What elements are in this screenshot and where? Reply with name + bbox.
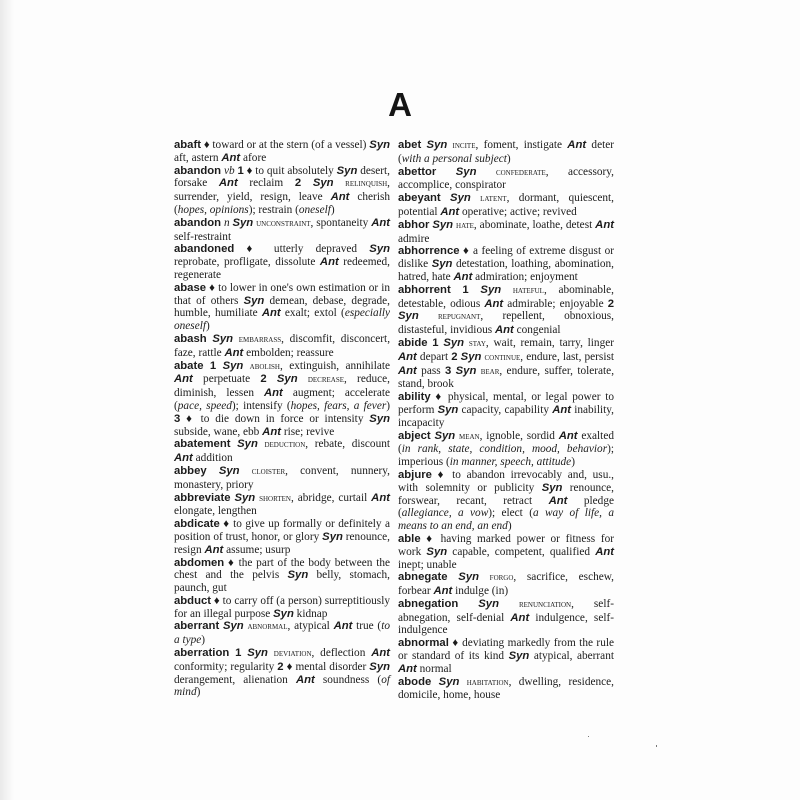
- dictionary-entry: [174, 243, 390, 281]
- entry-text: ♦ to abandon irrevocably and, usu., with solemnity or publicity: [398, 468, 614, 494]
- dictionary-entry: [174, 165, 390, 217]
- entry-text: , wait, remain, tarry, linger: [485, 336, 614, 349]
- cross-reference: relinquish: [345, 178, 388, 190]
- headword: 2: [294, 177, 302, 190]
- entry-text: self-restraint: [174, 230, 232, 243]
- entry-text: ): [386, 399, 390, 412]
- entry-text: operative; active; revived: [459, 205, 577, 218]
- entry-text: [469, 284, 481, 296]
- headword: abhorrent: [398, 283, 451, 296]
- italic-gloss: vb: [223, 164, 235, 177]
- usage-label: Ant: [371, 647, 391, 660]
- dictionary-entry: [398, 676, 614, 703]
- entry-text: augment; accelerate (: [174, 387, 390, 412]
- headword: abeyant: [398, 192, 441, 205]
- entry-text: ♦ to carry off (a person) surreptitiously for an illegal purpose: [174, 594, 390, 620]
- dictionary-entry: [398, 166, 614, 193]
- italic-gloss: in rank, state, condition, mood, behavior: [401, 443, 608, 456]
- entry-text: ♦ to give up formally or definitely a position of trust, honor, or glory: [174, 518, 390, 543]
- dictionary-entry: [398, 571, 614, 598]
- usage-label: Syn: [247, 647, 268, 660]
- cross-reference: unconstraint: [256, 217, 311, 229]
- entry-text: , dormant, quiescent, potential: [398, 192, 615, 218]
- dictionary-entry: [174, 465, 390, 492]
- entry-text: detestation, loathing, abomination, hatred, hate: [398, 258, 614, 283]
- dictionary-entry: [174, 360, 390, 439]
- entry-text: inability, incapacity: [398, 403, 614, 429]
- entry-text: perpetuate: [192, 373, 261, 386]
- page-mark: [656, 745, 657, 747]
- usage-label: Syn: [480, 283, 502, 296]
- entry-text: , discomfit, disconcert, faze, rattle: [174, 332, 391, 359]
- entry-text: ♦ to quit absolutely: [243, 164, 337, 177]
- usage-label: Ant: [204, 543, 224, 556]
- entry-text: [459, 676, 466, 688]
- entry-text: [298, 373, 308, 385]
- headword: abase: [174, 281, 207, 294]
- dictionary-entry: [174, 282, 390, 333]
- cross-reference: abnormal: [247, 621, 288, 633]
- usage-label: Syn: [336, 164, 358, 177]
- usage-label: Ant: [174, 373, 193, 386]
- entry-text: , rebate, discount: [305, 438, 391, 451]
- entry-text: , abominable, detestable, odious: [398, 283, 614, 310]
- entry-text: derangement, alienation: [174, 673, 296, 686]
- entry-text: capable, competent, qualified: [447, 545, 596, 558]
- italic-gloss: allegiance, a vow: [401, 507, 489, 520]
- entry-text: ); elect (: [488, 507, 533, 520]
- usage-label: Ant: [218, 177, 238, 190]
- dictionary-entry: [398, 139, 614, 166]
- entry-text: , endure, suffer, tolerate, stand, brook: [398, 364, 615, 391]
- headword: 1: [237, 164, 244, 177]
- entry-text: [448, 571, 459, 583]
- entry-text: [436, 166, 455, 178]
- entry-text: soundness (: [314, 673, 382, 686]
- usage-label: Syn: [273, 607, 294, 620]
- entry-text: ): [201, 634, 206, 647]
- entry-text: assume; usurp: [223, 543, 291, 556]
- page-speck: [588, 736, 589, 737]
- entry-text: ): [330, 203, 335, 216]
- entry-text: conformity; regularity: [174, 660, 278, 673]
- cross-reference: renunciation: [518, 598, 572, 610]
- usage-label: Syn: [237, 438, 258, 451]
- usage-label: Ant: [371, 216, 391, 229]
- entry-text: ): [507, 520, 512, 533]
- usage-label: Syn: [369, 412, 390, 425]
- headword: abate: [174, 359, 204, 372]
- italic-gloss: n: [223, 216, 230, 229]
- entry-text: normal: [416, 662, 452, 675]
- headword: abdicate: [174, 518, 220, 531]
- entry-text: ♦ to lower in one's own estimation or in that of others: [174, 281, 390, 307]
- headword: abduct: [174, 594, 212, 607]
- usage-label: Ant: [398, 350, 417, 363]
- entry-text: ♦ toward or at the stern (of a vessel): [201, 139, 370, 151]
- entry-text: renounce, resign: [174, 530, 391, 556]
- entry-text: , convent, nunnery, monastery, priory: [174, 464, 391, 491]
- headword: abjure: [398, 468, 432, 481]
- entry-text: [431, 676, 438, 688]
- usage-label: Syn: [437, 403, 459, 416]
- dictionary-entry: [398, 245, 614, 283]
- headword: abnegate: [398, 571, 448, 584]
- entry-text: subside, wane, ebb: [174, 425, 263, 438]
- usage-label: Syn: [426, 139, 448, 151]
- entry-text: exalt; extol (: [280, 307, 345, 320]
- dictionary-entry: [398, 430, 614, 469]
- entry-text: , reduce, diminish, lessen: [174, 373, 390, 400]
- usage-label: Syn: [443, 336, 465, 349]
- entry-text: ): [506, 152, 511, 165]
- entry-text: ): [206, 320, 210, 333]
- headword: abaft: [174, 139, 201, 151]
- italic-gloss: oneself: [298, 203, 331, 216]
- cross-reference: habitation: [466, 676, 509, 688]
- usage-label: Syn: [455, 364, 477, 377]
- usage-label: Ant: [595, 545, 615, 558]
- usage-label: Syn: [434, 429, 456, 442]
- entry-text: , ignoble, sordid: [479, 429, 559, 442]
- headword: abandon: [174, 216, 222, 229]
- dictionary-entry: [174, 492, 390, 519]
- headword: 2: [260, 373, 267, 386]
- cross-reference: hateful: [512, 284, 544, 296]
- entry-text: ); restrain (: [248, 203, 299, 216]
- usage-label: Syn: [398, 310, 419, 323]
- usage-label: Ant: [552, 403, 572, 416]
- entry-text: , endure, last, persist: [520, 350, 614, 363]
- cross-reference: hate: [456, 219, 474, 231]
- entry-text: , abominate, loathe, detest: [473, 218, 596, 231]
- entry-text: deter (: [398, 139, 614, 165]
- headword: 3: [174, 412, 181, 425]
- headword: abbey: [174, 464, 207, 477]
- usage-label: Syn: [450, 192, 471, 205]
- dictionary-entry: [398, 192, 614, 219]
- headword: able: [398, 532, 421, 545]
- entry-text: ♦ the part of the body between the chest and the pelvis: [174, 556, 390, 582]
- entry-text: [207, 465, 219, 477]
- entry-text: , sacrifice, eschew, forbear: [398, 571, 614, 598]
- italic-gloss: hopes, opinions: [177, 203, 249, 216]
- dictionary-entry: [398, 637, 614, 675]
- headword: 2: [607, 297, 614, 310]
- usage-label: Syn: [369, 243, 390, 256]
- entry-text: ♦ having marked power or fitness for work: [398, 532, 614, 558]
- headword: aberrant: [174, 620, 220, 633]
- dictionary-entry: [174, 595, 390, 621]
- cross-reference: stay: [468, 337, 486, 349]
- headword: aberration: [174, 647, 230, 660]
- italic-gloss: of mind: [174, 673, 390, 699]
- headword: abode: [398, 675, 432, 688]
- cross-reference: mean: [458, 430, 480, 442]
- dictionary-entry: [174, 139, 390, 165]
- usage-label: Syn: [287, 569, 309, 582]
- usage-label: Syn: [322, 530, 343, 543]
- entry-text: ♦ deviating markedly from the rule or standard of its kind: [398, 637, 614, 663]
- usage-label: Syn: [276, 373, 298, 386]
- entry-text: ♦ mental disorder: [283, 660, 370, 673]
- entry-text: [471, 192, 480, 204]
- usage-label: Syn: [455, 165, 477, 178]
- entry-text: pass: [416, 364, 445, 377]
- entry-text: exalted (: [398, 429, 614, 456]
- entry-text: [419, 310, 438, 322]
- entry-text: ♦ a feeling of extreme disgust or dislike: [398, 245, 614, 271]
- entry-text: pledge (: [398, 494, 614, 520]
- entry-text: ♦ to die down in force or intensity: [180, 412, 370, 425]
- cross-reference: deduction: [264, 439, 306, 451]
- usage-label: Syn: [218, 464, 240, 477]
- entry-text: [334, 177, 346, 189]
- entry-text: , self-abnegation, self-denial: [398, 597, 614, 624]
- usage-label: Ant: [319, 256, 339, 269]
- usage-label: Syn: [243, 294, 265, 307]
- cross-reference: bear: [480, 365, 500, 377]
- entry-text: , foment, instigate: [475, 139, 568, 151]
- usage-label: Syn: [458, 571, 479, 584]
- entry-text: admiration; enjoyment: [472, 270, 578, 283]
- cross-reference: incite: [452, 140, 476, 151]
- cross-reference: continue: [484, 351, 521, 363]
- headword: abide: [398, 336, 428, 349]
- entry-text: , deflection: [311, 647, 372, 660]
- entry-text: [240, 465, 252, 477]
- headword: 1: [209, 359, 217, 372]
- usage-label: Ant: [263, 387, 283, 400]
- dictionary-entry: [174, 438, 390, 465]
- entry-text: [476, 166, 495, 178]
- dictionary-entry: [174, 217, 390, 244]
- usage-label: Syn: [232, 216, 254, 229]
- cross-reference: embarrass: [238, 333, 282, 345]
- entry-text: [479, 571, 490, 583]
- dictionary-entry: [174, 557, 390, 595]
- usage-label: Syn: [431, 258, 453, 271]
- entry-text: aft, astern: [174, 151, 222, 164]
- cross-reference: latent: [480, 193, 507, 205]
- usage-label: Ant: [484, 297, 504, 310]
- cross-reference: decrease: [307, 374, 344, 386]
- headword: abandon: [174, 164, 222, 177]
- headword: 2: [277, 660, 284, 673]
- entry-text: , spontaneity: [310, 216, 372, 229]
- italic-gloss: especially oneself: [174, 307, 390, 333]
- entry-text: [267, 373, 277, 385]
- usage-label: Syn: [234, 491, 256, 504]
- entry-text: admire: [398, 232, 430, 245]
- entry-text: capacity, capability: [458, 403, 553, 416]
- entry-text: [501, 284, 513, 296]
- entry-text: rise; revive: [281, 425, 335, 438]
- usage-label: Syn: [222, 620, 244, 633]
- dictionary-entry: [398, 337, 614, 391]
- entry-text: belly, stomach, paunch, gut: [174, 569, 390, 595]
- cross-reference: cloister: [251, 465, 286, 477]
- usage-label: Ant: [371, 491, 390, 504]
- usage-label: Syn: [369, 660, 390, 673]
- usage-label: Syn: [222, 359, 244, 372]
- cross-reference: deviation: [273, 648, 312, 660]
- italic-gloss: a way of life, a means to an end, an end: [398, 507, 614, 533]
- entry-text: ); intensify (: [231, 399, 291, 412]
- cross-reference: repugnant: [438, 311, 481, 323]
- entry-text: redeemed, regenerate: [174, 256, 390, 281]
- dictionary-entry: [174, 518, 390, 556]
- entry-text: elongate, lengthen: [174, 505, 257, 518]
- entry-text: , extinguish, annihilate: [280, 359, 390, 372]
- usage-label: Syn: [212, 332, 234, 345]
- entry-text: embolden; reassure: [243, 346, 334, 359]
- usage-label: Syn: [312, 177, 334, 190]
- usage-label: Ant: [221, 151, 241, 164]
- italic-gloss: hopes, fears, a fever: [290, 399, 387, 412]
- usage-label: Syn: [478, 597, 499, 610]
- usage-label: Ant: [333, 620, 353, 633]
- headword: abject: [398, 429, 431, 442]
- headword: abandoned: [174, 243, 235, 256]
- dictionary-entry: [398, 219, 614, 246]
- headword: 3: [444, 364, 452, 377]
- headword: abbreviate: [174, 491, 231, 504]
- headword: 1: [235, 647, 242, 660]
- entry-text: , dwelling, residence, domicile, home, house: [398, 675, 614, 702]
- entry-text: [499, 598, 519, 610]
- dictionary-entry: [398, 284, 614, 337]
- entry-text: , abridge, curtail: [290, 491, 372, 504]
- entry-text: indulge (in): [452, 585, 509, 598]
- usage-label: Syn: [432, 218, 454, 231]
- cross-reference: abolish: [249, 360, 280, 372]
- italic-gloss: to a type: [174, 620, 390, 647]
- entry-text: ♦ physical, mental, or legal power to perform: [398, 391, 614, 416]
- usage-label: Ant: [510, 611, 530, 624]
- entry-text: afore: [240, 151, 267, 164]
- entry-text: , accessory, accomplice, conspirator: [398, 165, 615, 192]
- headword: abhorrence: [398, 245, 460, 258]
- entry-text: [441, 192, 450, 204]
- headword: abhor: [398, 218, 430, 231]
- entry-text: kidnap: [293, 607, 328, 620]
- usage-label: Ant: [567, 139, 587, 151]
- usage-label: Ant: [433, 585, 453, 598]
- entry-text: true (: [352, 620, 382, 633]
- italic-gloss: with a personal subject: [401, 152, 507, 165]
- dictionary-entry: [174, 647, 390, 699]
- entry-text: indulgence, self-indulgence: [398, 611, 614, 637]
- entry-text: , surrender, yield, resign, leave: [174, 177, 390, 204]
- entry-text: [301, 177, 313, 189]
- italic-gloss: pace, speed: [177, 399, 232, 412]
- left-column: [174, 139, 390, 699]
- entry-text: , repellent, obnoxious, distasteful, invidious: [398, 310, 614, 337]
- usage-label: Syn: [460, 350, 482, 363]
- italic-gloss: in manner, speech, attitude: [449, 456, 572, 469]
- entry-text: addition: [192, 452, 233, 465]
- entry-text: , atypical: [287, 620, 334, 633]
- section-letter: A: [388, 86, 412, 123]
- dictionary-entry: [398, 533, 614, 571]
- entry-text: ): [196, 686, 201, 699]
- dictionary-entry: [398, 469, 614, 533]
- entry-text: [458, 598, 478, 610]
- entry-text: depart: [416, 350, 452, 363]
- headword: abatement: [174, 438, 231, 451]
- headword: 1: [432, 336, 439, 349]
- usage-label: Ant: [558, 429, 578, 442]
- usage-label: Ant: [595, 218, 614, 231]
- usage-label: Syn: [438, 675, 460, 688]
- dictionary-entry: [174, 333, 390, 360]
- usage-label: Ant: [398, 364, 417, 377]
- headword: abash: [174, 332, 207, 345]
- usage-label: Ant: [398, 662, 417, 675]
- entry-text: ); imperious (: [398, 443, 614, 469]
- usage-label: Ant: [440, 205, 460, 218]
- usage-label: Ant: [494, 324, 514, 337]
- usage-label: Ant: [174, 452, 193, 465]
- usage-label: Ant: [261, 307, 281, 320]
- entry-text: admirable; enjoyable: [503, 297, 608, 310]
- entry-text: atypical, aberrant: [529, 650, 614, 663]
- usage-label: Syn: [508, 650, 530, 663]
- cross-reference: shorten: [259, 492, 291, 504]
- usage-label: Ant: [330, 191, 350, 204]
- entry-text: reprobate, profligate, dissolute: [174, 256, 320, 269]
- usage-label: Syn: [426, 545, 448, 558]
- usage-label: Syn: [369, 139, 390, 151]
- headword: abdomen: [174, 556, 225, 569]
- entry-text: desert, forsake: [174, 164, 390, 190]
- headword: ability: [398, 391, 431, 404]
- entry-text: inept; unable: [398, 558, 457, 571]
- entry-text: ): [571, 456, 575, 469]
- entry-text: [451, 284, 463, 296]
- headword: abettor: [398, 165, 437, 178]
- cross-reference: forgo: [489, 572, 514, 584]
- entry-text: cherish (: [174, 191, 390, 216]
- right-column: [398, 139, 614, 702]
- usage-label: Ant: [224, 346, 244, 359]
- headword: 1: [462, 283, 469, 296]
- usage-label: Ant: [295, 673, 315, 686]
- usage-label: Syn: [541, 481, 563, 494]
- usage-label: Ant: [548, 494, 568, 507]
- dictionary-entry: [398, 391, 614, 429]
- headword: abnegation: [398, 597, 459, 610]
- entry-text: renounce, forswear, recant, retract: [398, 481, 614, 507]
- entry-text: demean, debase, degrade, humble, humiliate: [174, 294, 390, 320]
- usage-label: Ant: [262, 425, 281, 438]
- headword: 2: [451, 350, 458, 363]
- headword: abet: [398, 139, 422, 151]
- usage-label: Ant: [453, 270, 473, 283]
- cross-reference: confederate: [495, 166, 546, 178]
- dictionary-entry: [398, 598, 614, 637]
- entry-text: congenial: [513, 324, 561, 337]
- headword: abnormal: [398, 637, 449, 650]
- dictionary-entry: [174, 620, 390, 647]
- entry-text: reclaim: [237, 177, 295, 190]
- entry-text: ♦ utterly depraved: [234, 243, 370, 256]
